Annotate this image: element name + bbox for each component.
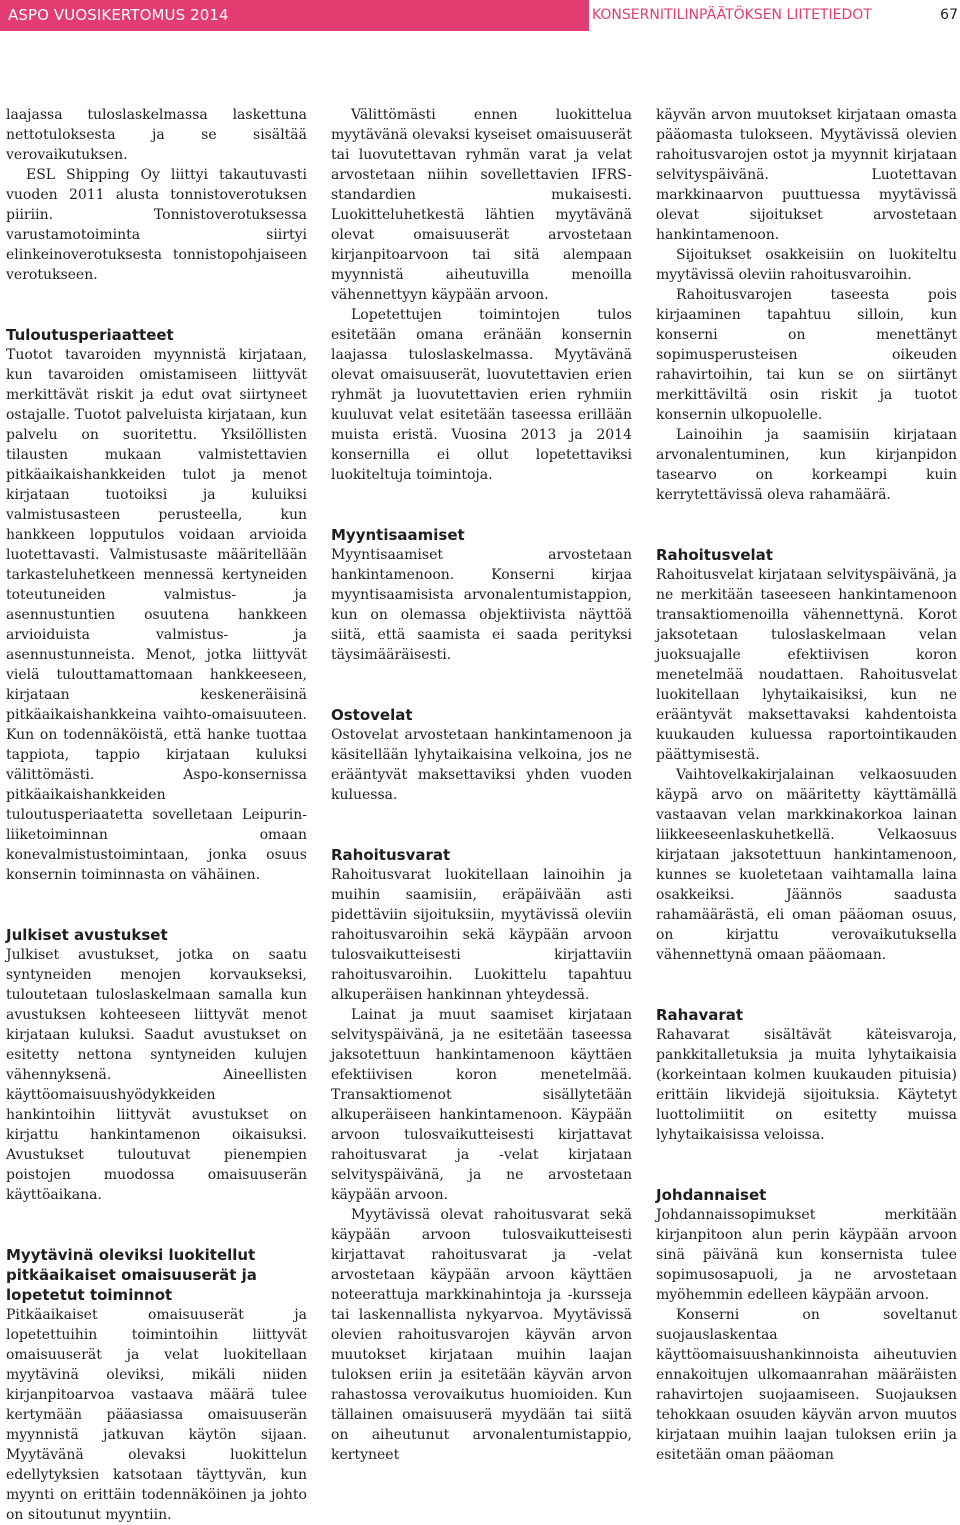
paragraph: Tuotot tavaroiden myynnistä kirjataan, kun tavaroiden omistamiseen liittyvät merkittävät riskit ja edut ovat siirtyneet ostajalle. Tuotot palveluista kirjataan, kun palvelu on suoritettu. Yksilöllisten tilausten mukaan valmistettavien pitkäaikaishankkeiden tulot ja menot kirjataan tuotoiksi ja kuluiksi valmistusasteen perusteella, kun hankkeen lopputulos voidaan arvioida luotettavasti. Valmistusaste määritellään tarkasteluhetkeen mennessä kertyneiden toteutuneiden valmistus- ja asennustuntien osuutena hankkeen arvioiduista valmistus- ja asennustunneista. Menot, jotka liittyvät vielä tulouttamattomaan hankkeeseen, kirjataan keskeneräisinä pitkäaikaishankkeina vaihto-omaisuuteen. Kun on todennäköistä, että hanke tuottaa tappiota, tappio kirjataan kuluksi välittömästi. Aspo-konsernissa pitkäaikaishankkeiden tuloutusperiaatetta sovelletaan Leipurin-liiketoiminnan omaan konevalmistustoimintaan, jonka osuus konsernin toiminnasta on vähäinen. [6,347,307,883]
paragraph: Lainoihin ja saamisiin kirjataan arvonalentuminen, kun kirjanpidon tasearvo on korkeampi kuin kerrytettävissä oleva rahamäärä. [656,427,957,503]
paragraph: Pitkäaikaiset omaisuuserät ja lopetettuihin toimintoihin liittyvät omaisuuserät ja velat luokitellaan myytävinä oleviksi, mikäli niiden kirjanpitoarvoa vastaava määrä tulee kertymään pääasiassa omaisuuserän myynnistä jatkuvan käytön sijaan. Myytävänä olevaksi luokittelun edellytyksien katsotaan täyttyvän, kun myynti on erittäin todennäköinen ja johto on sitoutunut myyntiin. [6,1307,307,1523]
paragraph: Rahoitusvarojen taseesta pois kirjaaminen tapahtuu silloin, kun konserni on menettänyt sopimusperusteisen oikeuden rahavirtoihin, tai kun se on siirtänyt merkittäviltä osin riskit ja tuotot konsernin ulkopuolelle. [656,287,957,423]
section-heading: Johdannaiset [656,1186,767,1204]
page-number: 67 [940,7,958,23]
section-heading: Rahoitusvarat [331,846,451,864]
section-heading: Myyntisaamiset [331,526,465,544]
paragraph: Johdannaissopimukset merkitään kirjanpitoon alun perin käypään arvoon sinä päivänä kun konsernista tulee sopimusosapuoli, ja ne arvostetaan myöhemmin edelleen käypään arvoon. [656,1207,957,1303]
section-heading: Ostovelat [331,706,413,724]
section-title: KONSERNITILINPÄÄTÖKSEN LIITETIEDOT [592,7,872,23]
paragraph: Sijoitukset osakkeisiin on luokiteltu myytävissä oleviin rahoitusvaroihin. [656,247,957,283]
paragraph: Rahoitusvarat luokitellaan lainoihin ja muihin saamisiin, eräpäivään asti pidettäviin sijoituksiin, myytävissä oleviin rahoitusvaroihin sekä käypään arvoon tulosvaikutteisesti kirjattaviin rahoitusvaroihin. Luokittelu tapahtuu alkuperäisen hankinnan yhteydessä. [331,867,632,1003]
paragraph: laajassa tuloslaskelmassa laskettuna nettotuloksesta ja se sisältää verovaikutuksen. [6,107,307,163]
paragraph: Konserni on soveltanut suojauslaskentaa käyttöomaisuushankinnoista aiheutuvien ennakoitujen ulkomaanrahan määräisten rahavirtojen suojaamiseen. Suojauksen tehokkaan osuuden käyvän arvon muutos kirjataan muihin laajan tuloksen eriin ja esitetään oman pääoman [656,1307,957,1463]
report-title: ASPO VUOSIKERTOMUS 2014 [8,6,229,24]
column-2 [331,105,632,1465]
paragraph: Lainat ja muut saamiset kirjataan selvityspäivänä, ja ne esitetään taseessa jaksotettuun hankintamenoon käyttäen efektiivisen koron menetelmää. Transaktiomenot sisällytetään alkuperäiseen hankintamenoon. Käypään arvoon tulosvaikutteisesti kirjattavat rahoitusvarat ja -velat kirjataan selvityspäivänä, ja ne arvostetaan käypään arvoon. [331,1007,632,1203]
section-heading: Myytävinä oleviksi luokitellut pitkäaikaiset omaisuuserät ja lopetetut toiminnot [6,1246,257,1304]
paragraph: Julkiset avustukset, jotka on saatu syntyneiden menojen korvaukseksi, tuloutetaan tuloslaskelmaan samalla kun avustuksen kohteeseen liittyvät menot kirjataan kuluksi. Saadut avustukset on esitetty nettona syntyneiden kulujen vähennyksenä. Aineellisten käyttöomaisuushyödykkeiden hankintoihin liittyvät avustukset on kirjattu hankintamenon oikaisuksi. Avustukset tuloutuvat pienempien poistojen muodossa omaisuuserän käyttöaikana. [6,947,307,1203]
paragraph: Rahoitusvelat kirjataan selvityspäivänä, ja ne merkitään taseeseen hankintamenoon transaktiomenoilla vähennettynä. Korot jaksotetaan tuloslaskelmaan velan juoksuajalle efektiivisen koron menetelmää noudattaen. Rahoitusvelat luokitellaan lyhytaikaisiksi, kun ne erääntyvät maksettavaksi kahdentoista kuukauden kuluessa raportointikauden päättymisestä. [656,567,957,763]
column-1 [6,105,307,1525]
page-header [0,0,960,31]
paragraph: Välittömästi ennen luokittelua myytävänä olevaksi kyseiset omaisuuserät tai luovutettavan ryhmän varat ja velat arvostetaan niihin sovellettavien IFRS-standardien mukaisesti. Luokitteluhetkestä lähtien myytävänä olevat omaisuuserät arvostetaan kirjanpitoarvoon tai sitä alempaan myynnistä aiheutuvilla menoilla vähennettyyn käypään arvoon. [331,107,632,303]
section-heading: Rahoitusvelat [656,546,773,564]
paragraph: Rahavarat sisältävät käteisvaroja, pankkitalletuksia ja muita lyhytaikaisia (korkeintaan kolmen kuukauden pituisia) erittäin likvidejä sijoituksia. Käytetyt luottolimiitit on esitetty muissa lyhytaikaisissa veloissa. [656,1027,957,1143]
section-heading: Rahavarat [656,1006,744,1024]
section-heading: Tuloutusperiaatteet [6,326,174,344]
paragraph: Lopetettujen toimintojen tulos esitetään omana eränään konsernin laajassa tuloslaskelmassa. Myytävänä olevat omaisuuserät, luovutettavien erien ryhmät ja luovutettavien erien ryhmiin kuuluvat velat esitetään taseessa erillään muista eristä. Vuosina 2013 ja 2014 konsernilla ei ollut lopetettaviksi luokiteltuja toimintoja. [331,307,632,483]
header-right [589,0,960,31]
column-3 [656,105,957,1465]
paragraph: Ostovelat arvostetaan hankintamenoon ja käsitellään lyhytaikaisina velkoina, jos ne erääntyvät maksettaviksi yhden vuoden kuluessa. [331,727,632,803]
paragraph: käyvän arvon muutokset kirjataan omasta pääomasta tulokseen. Myytävissä olevien rahoitusvarojen ostot ja myynnit kirjataan selvityspäivänä. Luotettavan markkinaarvon puuttuessa myytävissä olevat sijoitukset arvostetaan hankintamenoon. [656,107,957,243]
paragraph: Myytävissä olevat rahoitusvarat sekä käypään arvoon tulosvaikutteisesti kirjattavat rahoitusvarat ja -velat arvostetaan käypään arvoon käyttäen noteerattuja markkinahintoja ja -kursseja tai laskennallista nykyarvoa. Myytävissä olevien rahoitusvarojen käyvän arvon muutokset kirjataan muihin laajan tuloksen eriin ja esitetään käyvän arvon rahastossa verovaikutus huomioiden. Kun tällainen omaisuuserä myydään tai siitä on aiheutunut arvonalentumistappio, kertyneet [331,1207,632,1463]
paragraph: ESL Shipping Oy liittyi takautuvasti vuoden 2011 alusta tonnistoverotuksen piiriin. Tonnistoverotuksessa varustamotoiminta siirtyi elinkeinoverotuksesta tonnistopohjaiseen verotukseen. [6,167,307,283]
paragraph: Myyntisaamiset arvostetaan hankintamenoon. Konserni kirjaa myyntisaamisista arvonalentumistappion, kun on olemassa objektiivista näyttöä siitä, että saamista ei saada perityksi täysimääräisesti. [331,547,632,663]
section-heading: Julkiset avustukset [6,926,168,944]
paragraph: Vaihtovelkakirjalainan velkaosuuden käypä arvo on määritetty käyttämällä vastaavan velan markkinakorkoa lainan liikkeeseenlaskuhetkellä. Velkaosuus kirjataan jaksotettuun hankintamenoon, kunnes se kuoletetaan vaihtamalla laina osakkeiksi. Jäännös saadusta rahamäärästä, eli oman pääoman osuus, on kirjattu verovaikutuksella vähennettynä omaan pääomaan. [656,767,957,963]
